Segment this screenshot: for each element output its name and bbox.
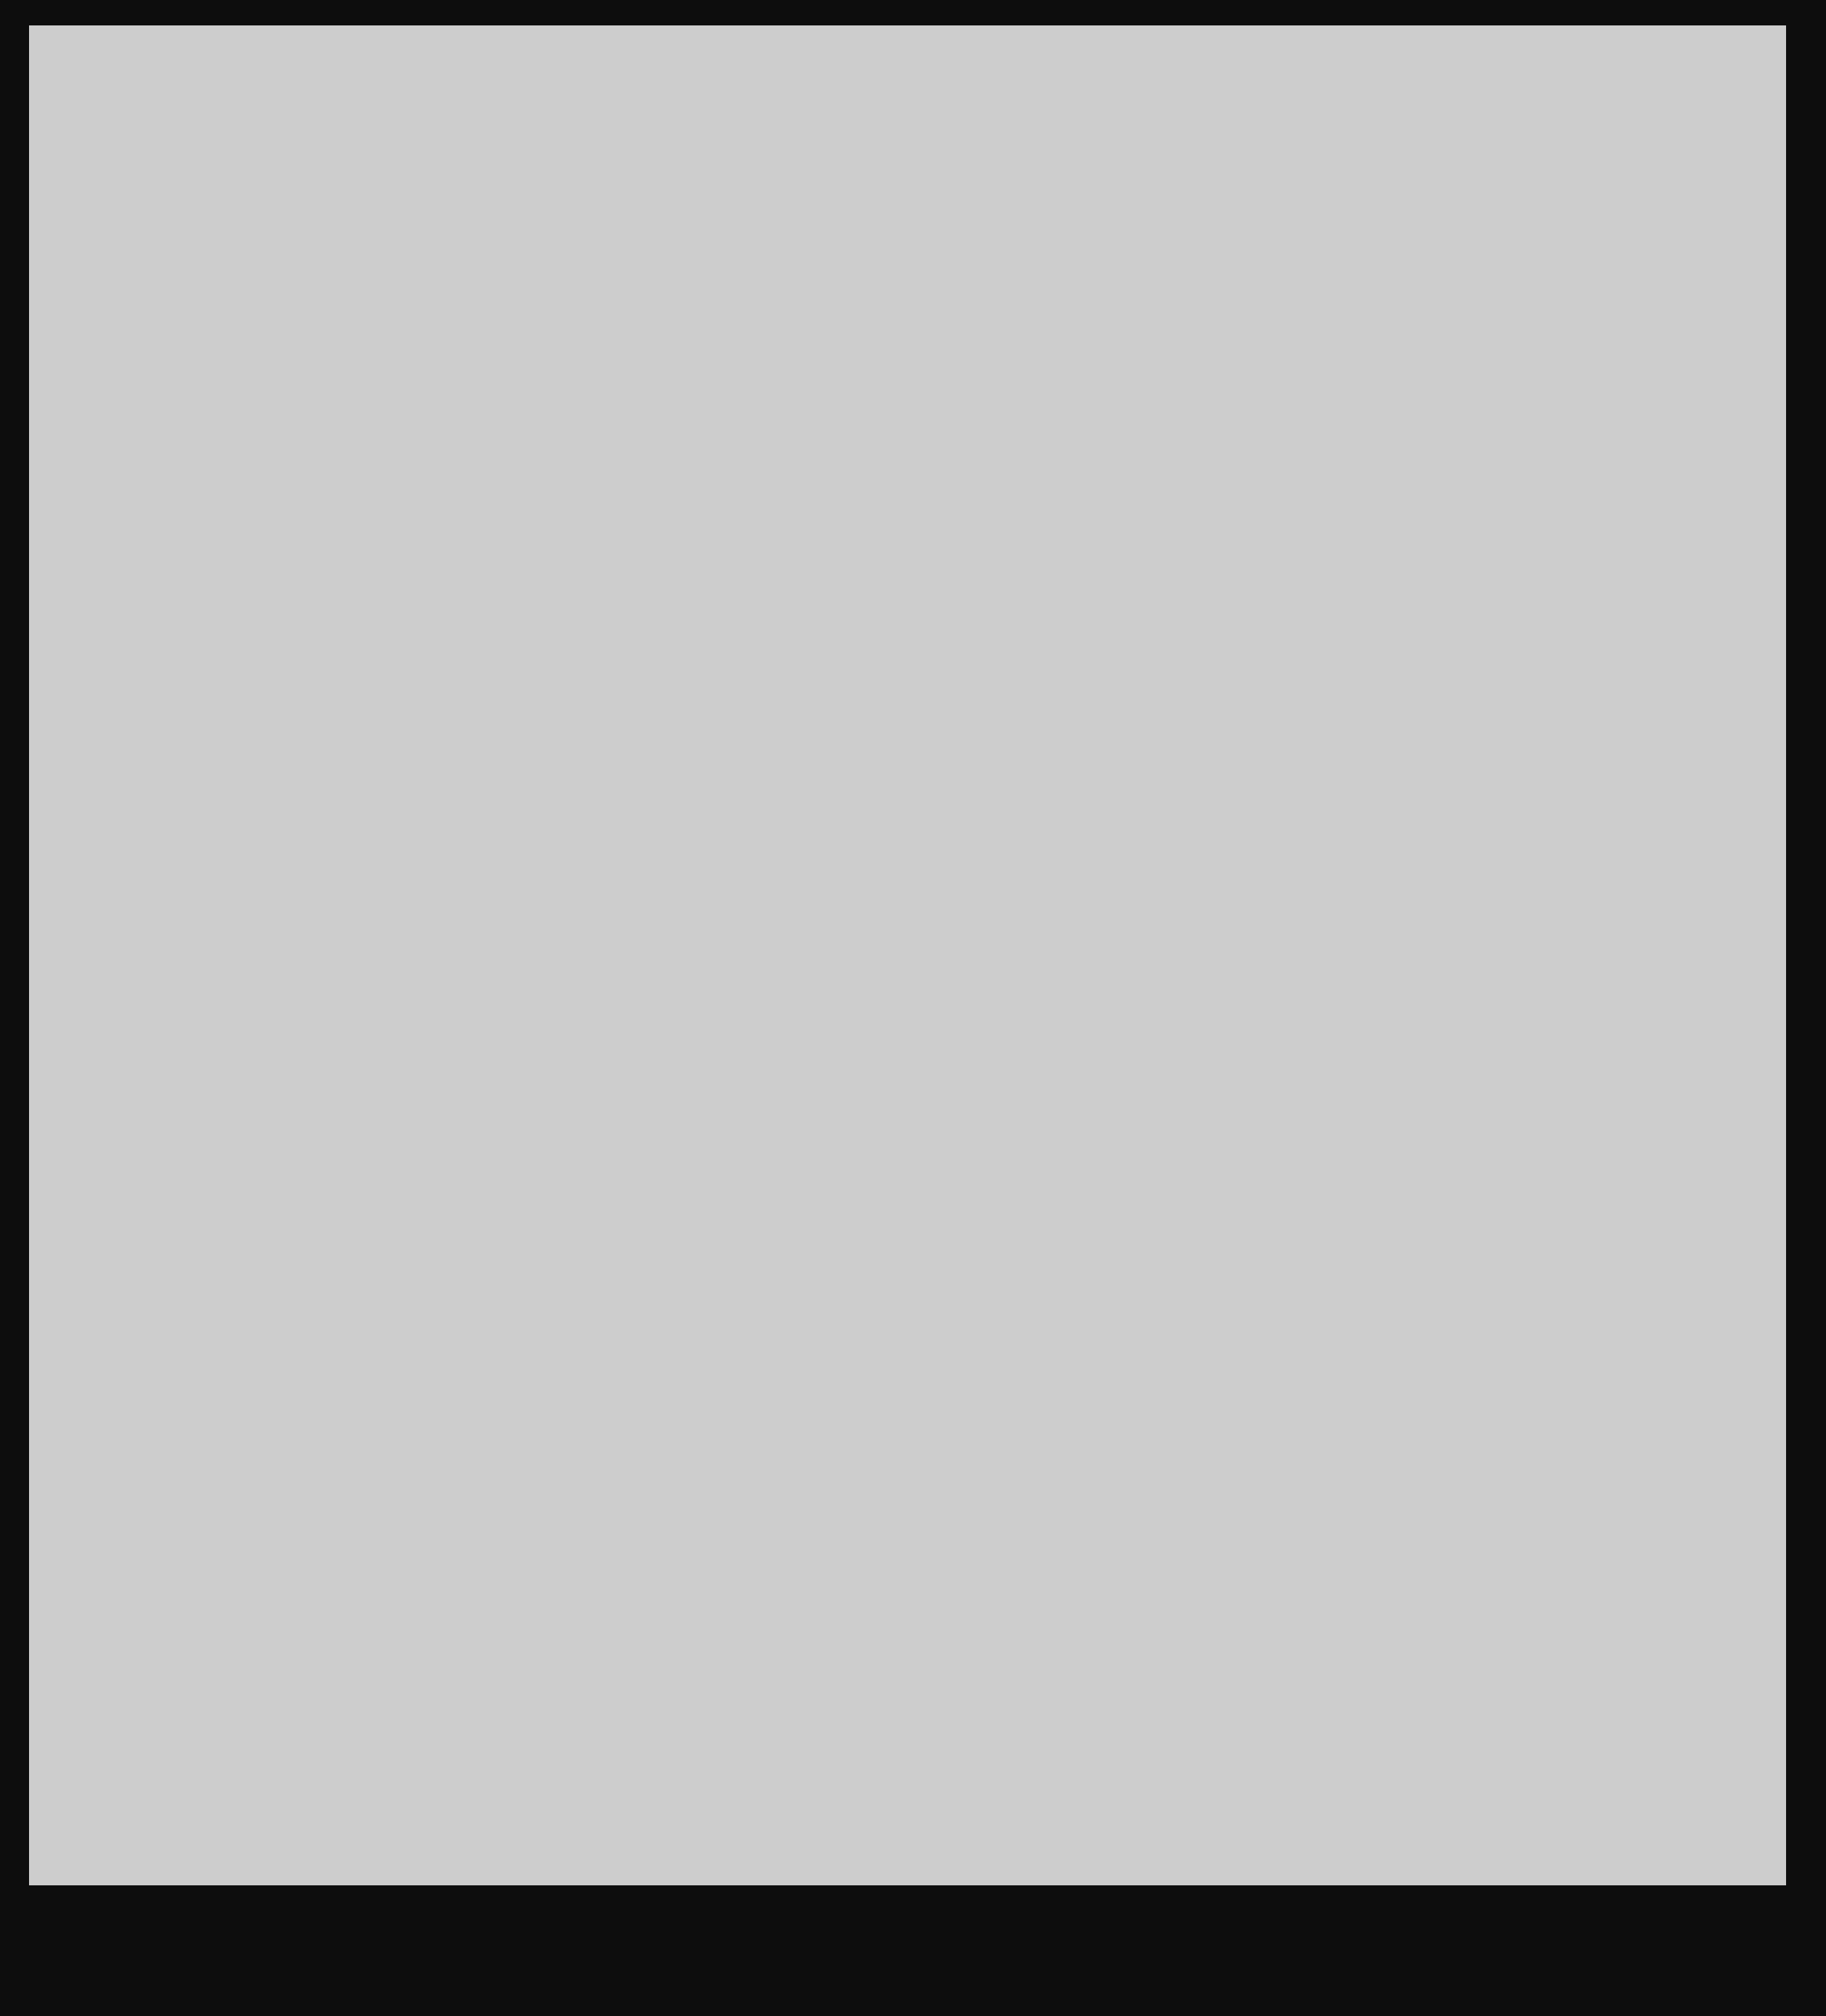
manifest-sheet: [29, 25, 1786, 1885]
